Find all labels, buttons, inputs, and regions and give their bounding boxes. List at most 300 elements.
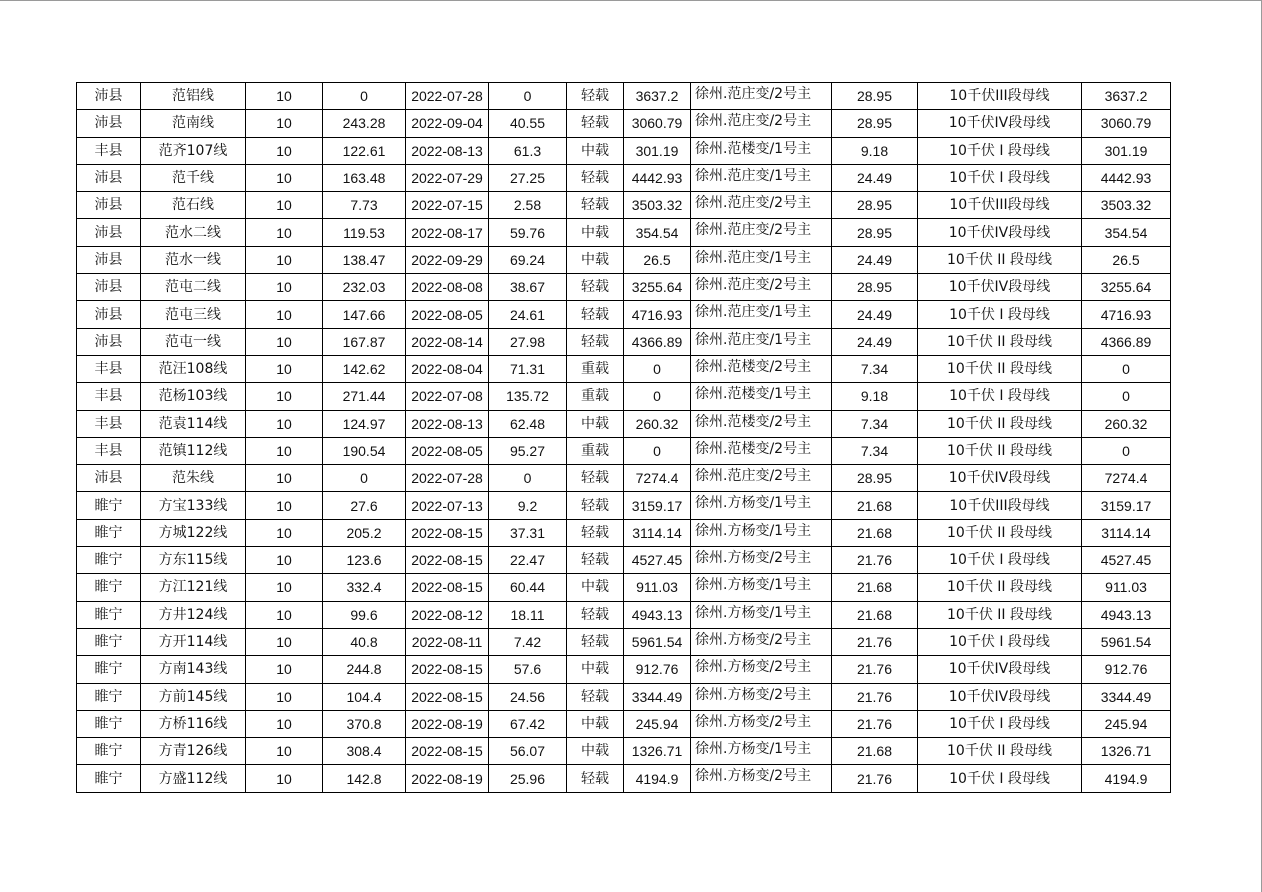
county-cell: 睢宁 [77,628,141,655]
substation-transformer-cell: 徐州.方杨变/2号主 [691,710,832,737]
table-row [77,683,1171,710]
value-a-cell: 163.48 [323,164,406,191]
value-a-cell: 167.87 [323,328,406,355]
substation-transformer-cell: 徐州.范庄变/2号主 [691,110,832,137]
value-b-cell: 24.56 [489,683,567,710]
value-a-cell: 308.4 [323,738,406,765]
value-d-cell: 28.95 [832,465,918,492]
load-status-cell: 轻载 [567,164,624,191]
value-e-cell: 3255.64 [1082,274,1171,301]
value-d-cell: 21.76 [832,628,918,655]
line-name-cell: 方东115线 [141,547,246,574]
value-c-cell: 3255.64 [624,274,691,301]
table-row [77,437,1171,464]
table-row [77,601,1171,628]
line-name-cell: 方南143线 [141,656,246,683]
county-cell: 睢宁 [77,683,141,710]
date-cell: 2022-07-28 [406,83,489,110]
load-status-cell: 轻载 [567,519,624,546]
value-c-cell: 0 [624,355,691,382]
busbar-cell: 10千伏IV段母线 [918,110,1082,137]
value-c-cell: 3060.79 [624,110,691,137]
busbar-cell: 10千伏 I 段母线 [918,383,1082,410]
voltage-cell: 10 [246,465,323,492]
substation-transformer-cell: 徐州.范楼变/1号主 [691,383,832,410]
value-e-cell: 4527.45 [1082,547,1171,574]
line-name-cell: 方城122线 [141,519,246,546]
line-name-cell: 方江121线 [141,574,246,601]
value-e-cell: 5961.54 [1082,628,1171,655]
date-cell: 2022-08-15 [406,738,489,765]
value-b-cell: 61.3 [489,137,567,164]
table-row [77,164,1171,191]
line-name-cell: 范水二线 [141,219,246,246]
busbar-cell: 10千伏 I 段母线 [918,164,1082,191]
value-a-cell: 7.73 [323,192,406,219]
county-cell: 沛县 [77,83,141,110]
voltage-cell: 10 [246,328,323,355]
line-name-cell: 范朱线 [141,465,246,492]
value-b-cell: 2.58 [489,192,567,219]
table-row [77,465,1171,492]
substation-transformer-cell: 徐州.范庄变/1号主 [691,164,832,191]
value-c-cell: 3503.32 [624,192,691,219]
table-row [77,574,1171,601]
substation-transformer-cell: 徐州.方杨变/2号主 [691,547,832,574]
table-row [77,301,1171,328]
value-d-cell: 7.34 [832,355,918,382]
value-b-cell: 69.24 [489,246,567,273]
busbar-cell: 10千伏 I 段母线 [918,710,1082,737]
voltage-cell: 10 [246,710,323,737]
busbar-cell: 10千伏 I 段母线 [918,765,1082,792]
line-name-cell: 方井124线 [141,601,246,628]
county-cell: 睢宁 [77,656,141,683]
value-c-cell: 260.32 [624,410,691,437]
date-cell: 2022-08-19 [406,765,489,792]
value-d-cell: 21.68 [832,574,918,601]
county-cell: 沛县 [77,192,141,219]
date-cell: 2022-08-05 [406,301,489,328]
value-e-cell: 4366.89 [1082,328,1171,355]
date-cell: 2022-07-29 [406,164,489,191]
date-cell: 2022-08-15 [406,574,489,601]
date-cell: 2022-08-17 [406,219,489,246]
table-row [77,328,1171,355]
value-c-cell: 3344.49 [624,683,691,710]
value-d-cell: 21.76 [832,683,918,710]
voltage-cell: 10 [246,437,323,464]
value-d-cell: 7.34 [832,410,918,437]
value-d-cell: 7.34 [832,437,918,464]
value-d-cell: 21.76 [832,710,918,737]
value-b-cell: 22.47 [489,547,567,574]
value-a-cell: 27.6 [323,492,406,519]
value-e-cell: 301.19 [1082,137,1171,164]
table-row [77,628,1171,655]
busbar-cell: 10千伏 II 段母线 [918,574,1082,601]
value-d-cell: 28.95 [832,192,918,219]
county-cell: 沛县 [77,328,141,355]
load-status-cell: 重载 [567,355,624,382]
load-status-cell: 中载 [567,219,624,246]
value-e-cell: 3159.17 [1082,492,1171,519]
substation-transformer-cell: 徐州.范庄变/1号主 [691,301,832,328]
county-cell: 睢宁 [77,710,141,737]
date-cell: 2022-08-13 [406,410,489,437]
county-cell: 沛县 [77,301,141,328]
substation-transformer-cell: 徐州.方杨变/1号主 [691,519,832,546]
value-c-cell: 4943.13 [624,601,691,628]
value-c-cell: 1326.71 [624,738,691,765]
value-d-cell: 28.95 [832,274,918,301]
value-e-cell: 912.76 [1082,656,1171,683]
line-name-cell: 方青126线 [141,738,246,765]
load-status-cell: 轻载 [567,465,624,492]
busbar-cell: 10千伏IV段母线 [918,274,1082,301]
substation-transformer-cell: 徐州.范庄变/1号主 [691,328,832,355]
substation-transformer-cell: 徐州.范楼变/2号主 [691,410,832,437]
county-cell: 丰县 [77,383,141,410]
date-cell: 2022-07-28 [406,465,489,492]
voltage-cell: 10 [246,274,323,301]
county-cell: 沛县 [77,246,141,273]
value-c-cell: 0 [624,383,691,410]
load-status-cell: 轻载 [567,301,624,328]
value-a-cell: 0 [323,83,406,110]
line-name-cell: 范汪108线 [141,355,246,382]
substation-transformer-cell: 徐州.方杨变/2号主 [691,628,832,655]
value-b-cell: 135.72 [489,383,567,410]
value-d-cell: 21.68 [832,738,918,765]
value-a-cell: 142.62 [323,355,406,382]
line-name-cell: 方桥116线 [141,710,246,737]
date-cell: 2022-08-15 [406,656,489,683]
value-d-cell: 21.68 [832,492,918,519]
date-cell: 2022-08-12 [406,601,489,628]
value-d-cell: 21.76 [832,765,918,792]
load-status-cell: 轻载 [567,328,624,355]
load-status-cell: 重载 [567,383,624,410]
busbar-cell: 10千伏 I 段母线 [918,137,1082,164]
date-cell: 2022-08-13 [406,137,489,164]
voltage-cell: 10 [246,547,323,574]
substation-transformer-cell: 徐州.方杨变/1号主 [691,738,832,765]
load-status-cell: 中载 [567,246,624,273]
load-status-cell: 轻载 [567,628,624,655]
value-c-cell: 301.19 [624,137,691,164]
load-status-cell: 重载 [567,437,624,464]
page-edge-top [0,0,1262,1]
value-b-cell: 60.44 [489,574,567,601]
line-name-cell: 范南线 [141,110,246,137]
value-e-cell: 26.5 [1082,246,1171,273]
table-row [77,656,1171,683]
load-status-cell: 中载 [567,656,624,683]
table-row [77,246,1171,273]
value-c-cell: 911.03 [624,574,691,601]
load-status-cell: 中载 [567,574,624,601]
value-e-cell: 4716.93 [1082,301,1171,328]
county-cell: 沛县 [77,274,141,301]
date-cell: 2022-07-13 [406,492,489,519]
line-name-cell: 范袁114线 [141,410,246,437]
value-e-cell: 911.03 [1082,574,1171,601]
substation-transformer-cell: 徐州.方杨变/2号主 [691,656,832,683]
table-row [77,110,1171,137]
value-c-cell: 4194.9 [624,765,691,792]
value-b-cell: 7.42 [489,628,567,655]
county-cell: 沛县 [77,164,141,191]
value-c-cell: 26.5 [624,246,691,273]
value-e-cell: 1326.71 [1082,738,1171,765]
substation-transformer-cell: 徐州.方杨变/2号主 [691,683,832,710]
value-d-cell: 28.95 [832,83,918,110]
county-cell: 睢宁 [77,574,141,601]
table-row [77,355,1171,382]
value-c-cell: 7274.4 [624,465,691,492]
value-a-cell: 190.54 [323,437,406,464]
value-a-cell: 370.8 [323,710,406,737]
value-a-cell: 138.47 [323,246,406,273]
voltage-cell: 10 [246,628,323,655]
substation-transformer-cell: 徐州.范庄变/1号主 [691,246,832,273]
voltage-cell: 10 [246,301,323,328]
value-e-cell: 3060.79 [1082,110,1171,137]
value-c-cell: 4527.45 [624,547,691,574]
value-a-cell: 142.8 [323,765,406,792]
value-a-cell: 232.03 [323,274,406,301]
load-status-cell: 轻载 [567,547,624,574]
line-name-cell: 范石线 [141,192,246,219]
value-c-cell: 3114.14 [624,519,691,546]
value-c-cell: 245.94 [624,710,691,737]
substation-transformer-cell: 徐州.方杨变/2号主 [691,765,832,792]
voltage-cell: 10 [246,410,323,437]
substation-transformer-cell: 徐州.范庄变/2号主 [691,192,832,219]
value-b-cell: 95.27 [489,437,567,464]
value-a-cell: 124.97 [323,410,406,437]
load-status-cell: 轻载 [567,765,624,792]
voltage-cell: 10 [246,383,323,410]
value-b-cell: 0 [489,465,567,492]
value-e-cell: 0 [1082,383,1171,410]
busbar-cell: 10千伏 II 段母线 [918,355,1082,382]
busbar-cell: 10千伏IV段母线 [918,683,1082,710]
line-name-cell: 范齐107线 [141,137,246,164]
substation-transformer-cell: 徐州.范庄变/2号主 [691,83,832,110]
busbar-cell: 10千伏 II 段母线 [918,519,1082,546]
value-a-cell: 271.44 [323,383,406,410]
value-d-cell: 28.95 [832,110,918,137]
value-b-cell: 0 [489,83,567,110]
value-d-cell: 24.49 [832,301,918,328]
date-cell: 2022-08-19 [406,710,489,737]
value-a-cell: 243.28 [323,110,406,137]
value-a-cell: 332.4 [323,574,406,601]
table-row [77,383,1171,410]
load-status-cell: 轻载 [567,110,624,137]
busbar-cell: 10千伏IV段母线 [918,656,1082,683]
value-a-cell: 119.53 [323,219,406,246]
value-e-cell: 3503.32 [1082,192,1171,219]
voltage-cell: 10 [246,601,323,628]
substation-transformer-cell: 徐州.范庄变/2号主 [691,274,832,301]
value-b-cell: 40.55 [489,110,567,137]
value-c-cell: 4442.93 [624,164,691,191]
value-c-cell: 912.76 [624,656,691,683]
county-cell: 沛县 [77,219,141,246]
line-name-cell: 范镇112线 [141,437,246,464]
table-body [77,83,1171,793]
value-d-cell: 9.18 [832,383,918,410]
value-e-cell: 4194.9 [1082,765,1171,792]
value-a-cell: 123.6 [323,547,406,574]
county-cell: 睢宁 [77,765,141,792]
voltage-cell: 10 [246,683,323,710]
line-name-cell: 范千线 [141,164,246,191]
line-name-cell: 范杨103线 [141,383,246,410]
voltage-cell: 10 [246,656,323,683]
value-c-cell: 4716.93 [624,301,691,328]
table-row [77,492,1171,519]
value-a-cell: 244.8 [323,656,406,683]
county-cell: 睢宁 [77,519,141,546]
substation-transformer-cell: 徐州.方杨变/1号主 [691,492,832,519]
line-name-cell: 范屯二线 [141,274,246,301]
value-a-cell: 104.4 [323,683,406,710]
date-cell: 2022-08-15 [406,547,489,574]
value-c-cell: 3637.2 [624,83,691,110]
value-c-cell: 3159.17 [624,492,691,519]
value-b-cell: 67.42 [489,710,567,737]
line-name-cell: 范屯一线 [141,328,246,355]
value-d-cell: 21.68 [832,601,918,628]
busbar-cell: 10千伏 II 段母线 [918,246,1082,273]
substation-transformer-cell: 徐州.方杨变/1号主 [691,601,832,628]
value-b-cell: 57.6 [489,656,567,683]
voltage-cell: 10 [246,519,323,546]
value-e-cell: 3114.14 [1082,519,1171,546]
value-e-cell: 3344.49 [1082,683,1171,710]
table-row [77,192,1171,219]
line-name-cell: 方宝133线 [141,492,246,519]
value-a-cell: 205.2 [323,519,406,546]
busbar-cell: 10千伏III段母线 [918,492,1082,519]
load-status-cell: 轻载 [567,492,624,519]
value-e-cell: 7274.4 [1082,465,1171,492]
line-name-cell: 范水一线 [141,246,246,273]
table-row [77,519,1171,546]
load-status-cell: 中载 [567,710,624,737]
substation-transformer-cell: 徐州.范楼变/2号主 [691,355,832,382]
voltage-cell: 10 [246,355,323,382]
busbar-cell: 10千伏IV段母线 [918,465,1082,492]
value-e-cell: 3637.2 [1082,83,1171,110]
date-cell: 2022-08-05 [406,437,489,464]
busbar-cell: 10千伏III段母线 [918,83,1082,110]
value-a-cell: 99.6 [323,601,406,628]
table-row [77,410,1171,437]
substation-transformer-cell: 徐州.方杨变/1号主 [691,574,832,601]
table-row [77,710,1171,737]
load-status-cell: 轻载 [567,274,624,301]
line-name-cell: 方开114线 [141,628,246,655]
table-row [77,83,1171,110]
line-name-cell: 方前145线 [141,683,246,710]
value-d-cell: 9.18 [832,137,918,164]
voltage-cell: 10 [246,110,323,137]
busbar-cell: 10千伏III段母线 [918,192,1082,219]
value-e-cell: 245.94 [1082,710,1171,737]
county-cell: 睢宁 [77,738,141,765]
feeder-load-table [76,82,1171,793]
load-status-cell: 中载 [567,738,624,765]
county-cell: 睢宁 [77,492,141,519]
value-e-cell: 4442.93 [1082,164,1171,191]
voltage-cell: 10 [246,192,323,219]
value-e-cell: 0 [1082,355,1171,382]
table-row [77,547,1171,574]
value-b-cell: 56.07 [489,738,567,765]
substation-transformer-cell: 徐州.范庄变/2号主 [691,219,832,246]
busbar-cell: 10千伏 II 段母线 [918,601,1082,628]
busbar-cell: 10千伏 I 段母线 [918,547,1082,574]
date-cell: 2022-08-15 [406,519,489,546]
table-row [77,765,1171,792]
busbar-cell: 10千伏 I 段母线 [918,628,1082,655]
table-row [77,137,1171,164]
value-c-cell: 4366.89 [624,328,691,355]
value-b-cell: 24.61 [489,301,567,328]
voltage-cell: 10 [246,164,323,191]
county-cell: 丰县 [77,137,141,164]
county-cell: 丰县 [77,437,141,464]
value-d-cell: 21.68 [832,519,918,546]
line-name-cell: 方盛112线 [141,765,246,792]
value-e-cell: 354.54 [1082,219,1171,246]
table-row [77,219,1171,246]
value-b-cell: 9.2 [489,492,567,519]
value-b-cell: 71.31 [489,355,567,382]
value-b-cell: 18.11 [489,601,567,628]
date-cell: 2022-07-15 [406,192,489,219]
date-cell: 2022-08-04 [406,355,489,382]
value-c-cell: 5961.54 [624,628,691,655]
value-b-cell: 27.25 [489,164,567,191]
load-status-cell: 轻载 [567,601,624,628]
date-cell: 2022-08-08 [406,274,489,301]
value-b-cell: 62.48 [489,410,567,437]
line-name-cell: 范铝线 [141,83,246,110]
value-d-cell: 21.76 [832,547,918,574]
busbar-cell: 10千伏 I 段母线 [918,301,1082,328]
busbar-cell: 10千伏IV段母线 [918,219,1082,246]
value-e-cell: 4943.13 [1082,601,1171,628]
date-cell: 2022-08-11 [406,628,489,655]
value-b-cell: 38.67 [489,274,567,301]
substation-transformer-cell: 徐州.范楼变/1号主 [691,137,832,164]
value-a-cell: 40.8 [323,628,406,655]
value-d-cell: 24.49 [832,328,918,355]
voltage-cell: 10 [246,83,323,110]
county-cell: 丰县 [77,410,141,437]
voltage-cell: 10 [246,137,323,164]
line-name-cell: 范屯三线 [141,301,246,328]
load-status-cell: 轻载 [567,192,624,219]
busbar-cell: 10千伏 II 段母线 [918,437,1082,464]
voltage-cell: 10 [246,574,323,601]
